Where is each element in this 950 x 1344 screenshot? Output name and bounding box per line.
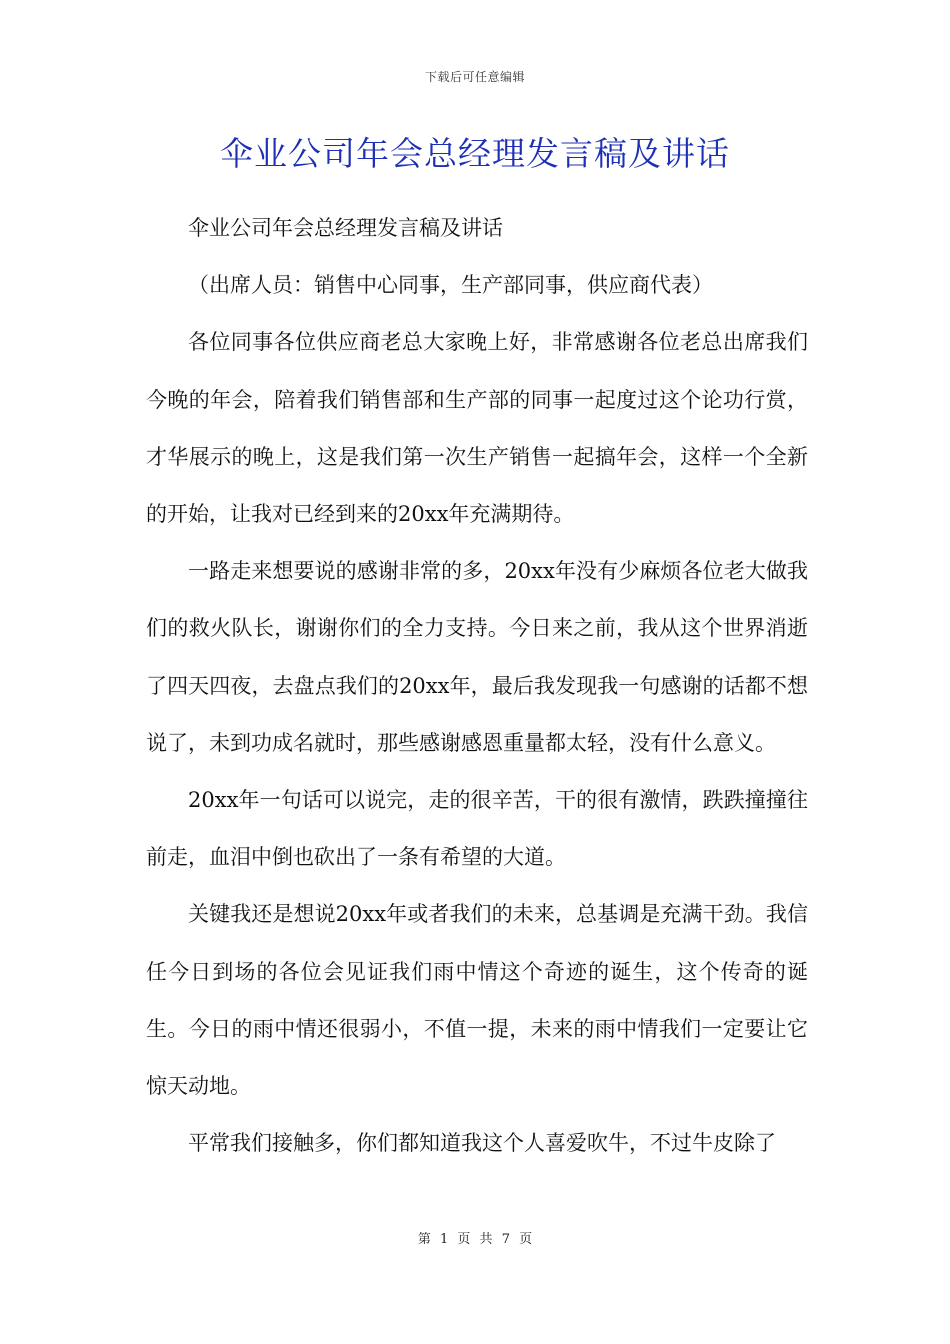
document-title: 伞业公司年会总经理发言稿及讲话 xyxy=(220,134,730,173)
paragraph: 一路走来想要说的感谢非常的多，20xx年没有少麻烦各位老大做我们的救火队长，谢谢你们的全力支持。今日来之前，我从这个世界消逝了四天四夜，去盘点我们的20xx年，最后我发现我一句感谢的话都不想说了，未到功成名就时，那些感谢感恩重量都太轻，没有什么意义。 xyxy=(146,559,808,755)
header-note: 下载后可任意编辑 xyxy=(424,70,525,84)
paragraph-subtitle: 伞业公司年会总经理发言稿及讲话 xyxy=(188,216,503,240)
paragraph: 关键我还是想说20xx年或者我们的未来，总基调是充满干劲。我信任今日到场的各位会见证我们雨中情这个奇迹的诞生，这个传奇的诞生。今日的雨中情还很弱小，不值一提，未来的雨中情我们一定要让它惊天动地。 xyxy=(146,902,808,1099)
paragraph-attendees: （出席人员：销售中心同事，生产部同事，供应商代表） xyxy=(188,273,713,298)
document-body xyxy=(146,200,808,1172)
paragraph: 20xx年一句话可以说完，走的很辛苦，干的很有激情，跌跌撞撞往前走，血泪中倒也砍出了一条有希望的大道。 xyxy=(146,788,808,870)
paragraph: 各位同事各位供应商老总大家晚上好，非常感谢各位老总出席我们今晚的年会，陪着我们销售部和生产部的同事一起度过这个论功行赏，才华展示的晚上，这是我们第一次生产销售一起搞年会，这样一个全新的开始，让我对已经到来的20xx年充满期待。 xyxy=(146,330,808,527)
page-number-footer: 第 1 页 共 7 页 xyxy=(417,1232,533,1247)
paragraph: 平常我们接触多，你们都知道我这个人喜爱吹牛，不过牛皮除了 xyxy=(188,1131,776,1156)
